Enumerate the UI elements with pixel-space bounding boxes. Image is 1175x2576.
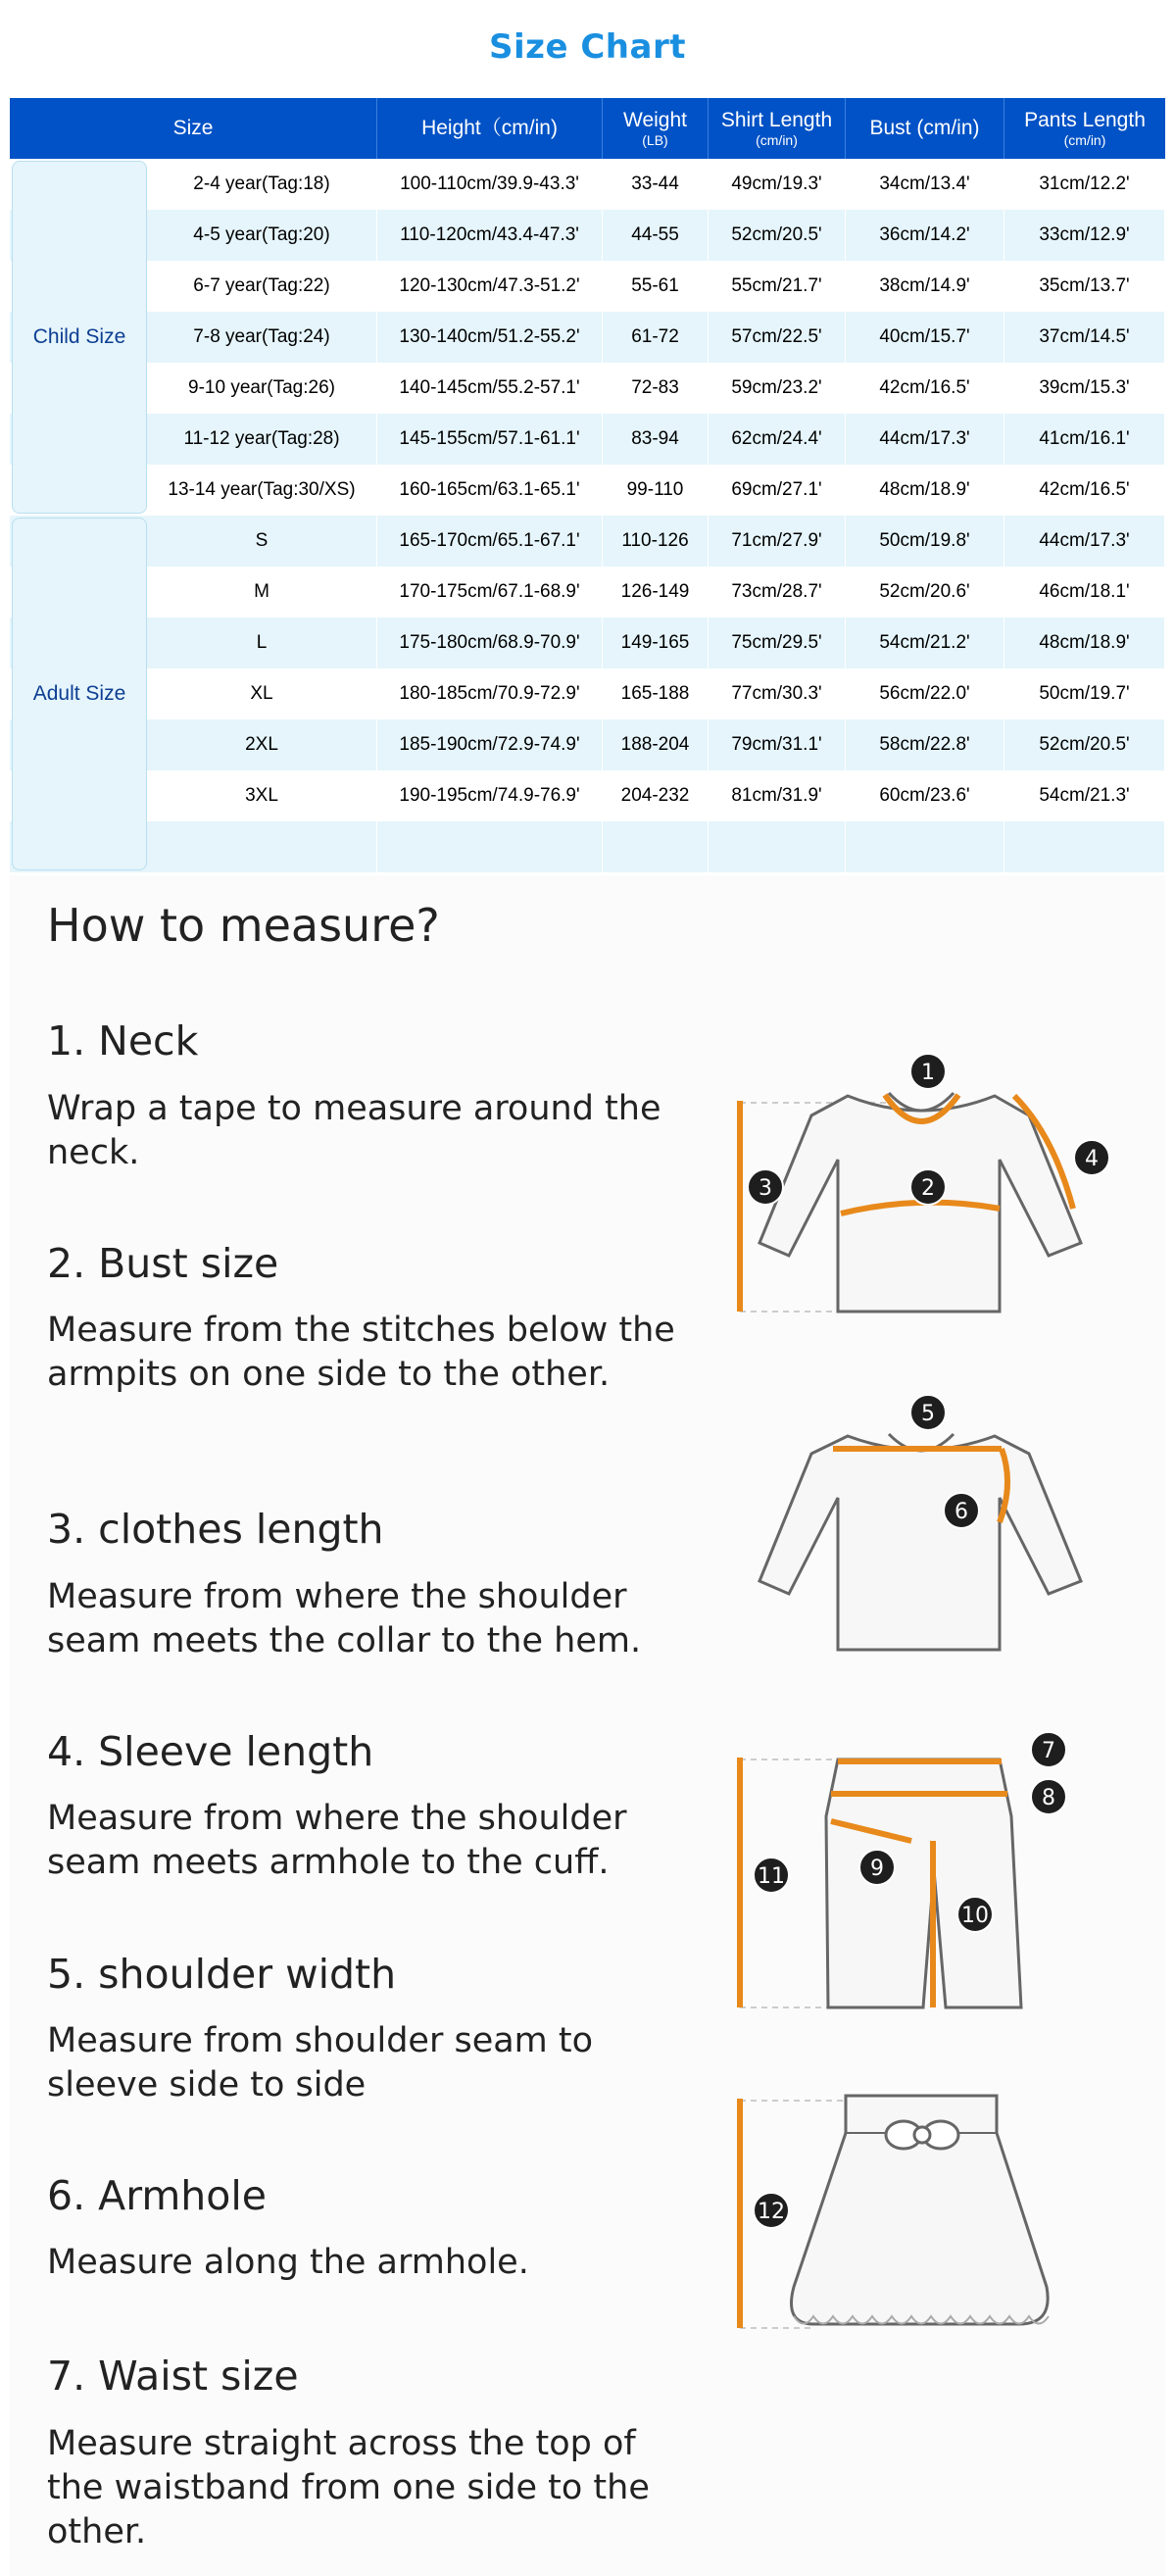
svg-text:9: 9 (870, 1857, 884, 1881)
cell-bust: 36cm/14.2' (846, 210, 1004, 261)
cell-shirt: 71cm/27.9' (709, 516, 846, 567)
cell-bust: 42cm/16.5' (846, 363, 1004, 414)
cell-bust: 48cm/18.9' (846, 465, 1004, 516)
cell-height: 100-110cm/39.9-43.3' (377, 159, 603, 210)
cell-weight: 72-83 (603, 363, 709, 414)
cell-bust: 44cm/17.3' (846, 414, 1004, 465)
cell-bust: 54cm/21.2' (846, 618, 1004, 669)
cell-size: 11-12 year(Tag:28) (147, 414, 377, 465)
cell-weight: 44-55 (603, 210, 709, 261)
header-size (10, 98, 377, 159)
section-desc-clothes-length: Measure from where the shoulder seam meets the collar to the hem. (47, 1577, 642, 1660)
cell-weight (603, 821, 709, 872)
cell-height: 160-165cm/63.1-65.1' (377, 465, 603, 516)
cell-weight: 83-94 (603, 414, 709, 465)
section-desc-sleeve-length: Measure from where the shoulder seam meets armhole to the cuff. (47, 1799, 627, 1882)
measure-badge-5 (910, 1395, 946, 1430)
cell-shirt: 81cm/31.9' (709, 770, 846, 821)
header-bust (846, 98, 1004, 159)
cell-height: 130-140cm/51.2-55.2' (377, 312, 603, 363)
svg-text:4: 4 (1085, 1147, 1099, 1171)
cell-shirt: 79cm/31.1' (709, 719, 846, 770)
svg-text:10: 10 (961, 1904, 989, 1928)
cell-pants: 31cm/12.2' (1004, 159, 1165, 210)
cell-height: 185-190cm/72.9-74.9' (377, 719, 603, 770)
cell-pants (1004, 821, 1165, 872)
cell-weight: 126-149 (603, 567, 709, 618)
header-unit: (cm/in) (756, 132, 798, 148)
cell-weight: 99-110 (603, 465, 709, 516)
measure-heading: How to measure? (47, 899, 440, 952)
header-label: Size (172, 117, 214, 139)
cell-height (377, 821, 603, 872)
measure-badge-3 (748, 1169, 783, 1205)
header-label: Pants Length (1024, 109, 1146, 131)
svg-text:6: 6 (955, 1500, 968, 1524)
table-row (10, 465, 1165, 516)
header-label: Shirt Length (720, 109, 833, 131)
cell-weight: 165-188 (603, 669, 709, 719)
section-desc-bust: Measure from the stitches below the armpits on one side to the other. (47, 1311, 675, 1394)
cell-shirt: 62cm/24.4' (709, 414, 846, 465)
cell-weight: 204-232 (603, 770, 709, 821)
cell-size: 3XL (147, 770, 377, 821)
measure-badge-4 (1074, 1140, 1109, 1175)
table-row (10, 516, 1165, 567)
cell-height: 170-175cm/67.1-68.9' (377, 567, 603, 618)
table-row (10, 414, 1165, 465)
cell-height: 140-145cm/55.2-57.1' (377, 363, 603, 414)
size-chart-table (10, 98, 1165, 872)
group-child-size: Child Size (12, 161, 147, 514)
cell-pants: 48cm/18.9' (1004, 618, 1165, 669)
cell-shirt: 57cm/22.5' (709, 312, 846, 363)
cell-shirt: 52cm/20.5' (709, 210, 846, 261)
cell-size: 13-14 year(Tag:30/XS) (147, 465, 377, 516)
cell-size: 9-10 year(Tag:26) (147, 363, 377, 414)
section-desc-shoulder-width: Measure from shoulder seam to sleeve side to side (47, 2021, 594, 2105)
measure-badge-6 (944, 1493, 979, 1528)
svg-text:5: 5 (921, 1402, 935, 1426)
cell-bust (846, 821, 1004, 872)
cell-shirt: 73cm/28.7' (709, 567, 846, 618)
cell-pants: 46cm/18.1' (1004, 567, 1165, 618)
cell-size: 2XL (147, 719, 377, 770)
cell-bust: 34cm/13.4' (846, 159, 1004, 210)
section-desc-neck: Wrap a tape to measure around the neck. (47, 1089, 661, 1172)
cell-pants: 33cm/12.9' (1004, 210, 1165, 261)
cell-bust: 60cm/23.6' (846, 770, 1004, 821)
header-label: Bust (cm/in) (869, 117, 980, 139)
section-title-bust: 2. Bust size (47, 1240, 279, 1287)
cell-bust: 40cm/15.7' (846, 312, 1004, 363)
svg-text:11: 11 (758, 1864, 785, 1889)
garment-illustrations (10, 875, 1165, 2576)
measure-badge-12 (754, 2193, 789, 2228)
cell-size: L (147, 618, 377, 669)
cell-bust: 52cm/20.6' (846, 567, 1004, 618)
cell-bust: 50cm/19.8' (846, 516, 1004, 567)
svg-text:2: 2 (921, 1176, 935, 1201)
table-row (10, 618, 1165, 669)
measure-badge-1 (910, 1054, 946, 1089)
section-title-neck: 1. Neck (47, 1017, 199, 1065)
cell-height: 180-185cm/70.9-72.9' (377, 669, 603, 719)
cell-size: S (147, 516, 377, 567)
measure-badge-7 (1031, 1732, 1066, 1767)
cell-shirt: 49cm/19.3' (709, 159, 846, 210)
svg-text:12: 12 (758, 2200, 785, 2224)
cell-height: 190-195cm/74.9-76.9' (377, 770, 603, 821)
cell-pants: 35cm/13.7' (1004, 261, 1165, 312)
table-row (10, 719, 1165, 770)
header-label: Height（cm/in) (421, 117, 558, 139)
table-row (10, 363, 1165, 414)
svg-text:8: 8 (1042, 1786, 1055, 1810)
cell-pants: 37cm/14.5' (1004, 312, 1165, 363)
section-title-clothes-length: 3. clothes length (47, 1506, 384, 1553)
measure-badge-11 (754, 1858, 789, 1893)
measure-badge-8 (1031, 1779, 1066, 1814)
cell-shirt: 59cm/23.2' (709, 363, 846, 414)
svg-text:1: 1 (921, 1061, 935, 1085)
table-row (10, 669, 1165, 719)
cell-size: 7-8 year(Tag:24) (147, 312, 377, 363)
cell-pants: 52cm/20.5' (1004, 719, 1165, 770)
how-to-measure-section (10, 875, 1165, 2576)
cell-size (147, 821, 377, 872)
cell-height: 145-155cm/57.1-61.1' (377, 414, 603, 465)
section-desc-armhole: Measure along the armhole. (47, 2243, 529, 2282)
svg-text:3: 3 (759, 1176, 772, 1201)
header-unit: (cm/in) (1063, 132, 1106, 148)
header-unit: (LB) (642, 132, 668, 148)
shirt-illustration-1 (740, 1093, 1081, 1312)
measure-badge-10 (957, 1897, 993, 1932)
cell-pants: 42cm/16.5' (1004, 465, 1165, 516)
header-label: Weight (623, 109, 687, 131)
section-title-waist-size: 7. Waist size (47, 2353, 299, 2400)
cell-shirt: 69cm/27.1' (709, 465, 846, 516)
measure-badge-2 (910, 1169, 946, 1205)
table-row (10, 312, 1165, 363)
table-row (10, 770, 1165, 821)
cell-weight: 188-204 (603, 719, 709, 770)
cell-height: 165-170cm/65.1-67.1' (377, 516, 603, 567)
cell-size: 2-4 year(Tag:18) (147, 159, 377, 210)
cell-bust: 58cm/22.8' (846, 719, 1004, 770)
table-row (10, 210, 1165, 261)
cell-pants: 41cm/16.1' (1004, 414, 1165, 465)
section-title-shoulder-width: 5. shoulder width (47, 1951, 397, 1998)
page-title: Size Chart (489, 27, 686, 67)
cell-bust: 38cm/14.9' (846, 261, 1004, 312)
cell-height: 120-130cm/47.3-51.2' (377, 261, 603, 312)
cell-weight: 55-61 (603, 261, 709, 312)
cell-weight: 33-44 (603, 159, 709, 210)
table-row-empty (10, 821, 1165, 872)
shirt-illustration-2 (759, 1434, 1081, 1650)
section-title-sleeve-length: 4. Sleeve length (47, 1728, 374, 1775)
cell-pants: 50cm/19.7' (1004, 669, 1165, 719)
cell-bust: 56cm/22.0' (846, 669, 1004, 719)
header-pants-length (1004, 98, 1165, 159)
cell-size: 4-5 year(Tag:20) (147, 210, 377, 261)
cell-shirt (709, 821, 846, 872)
group-adult-size: Adult Size (12, 518, 147, 870)
header-height (377, 98, 603, 159)
table-row (10, 159, 1165, 210)
cell-weight: 149-165 (603, 618, 709, 669)
header-shirt-length (709, 98, 846, 159)
cell-pants: 39cm/15.3' (1004, 363, 1165, 414)
cell-shirt: 75cm/29.5' (709, 618, 846, 669)
cell-weight: 110-126 (603, 516, 709, 567)
table-row (10, 567, 1165, 618)
measure-badge-9 (859, 1850, 895, 1885)
cell-shirt: 55cm/21.7' (709, 261, 846, 312)
cell-size: XL (147, 669, 377, 719)
cell-pants: 44cm/17.3' (1004, 516, 1165, 567)
section-desc-waist-size: Measure straight across the top of the waistband from one side to the other. (47, 2424, 650, 2551)
cell-weight: 61-72 (603, 312, 709, 363)
cell-size: 6-7 year(Tag:22) (147, 261, 377, 312)
header-weight (603, 98, 709, 159)
cell-shirt: 77cm/30.3' (709, 669, 846, 719)
cell-pants: 54cm/21.3' (1004, 770, 1165, 821)
cell-height: 175-180cm/68.9-70.9' (377, 618, 603, 669)
svg-text:7: 7 (1042, 1739, 1055, 1763)
cell-height: 110-120cm/43.4-47.3' (377, 210, 603, 261)
section-title-armhole: 6. Armhole (47, 2172, 267, 2219)
cell-size: M (147, 567, 377, 618)
table-row (10, 261, 1165, 312)
